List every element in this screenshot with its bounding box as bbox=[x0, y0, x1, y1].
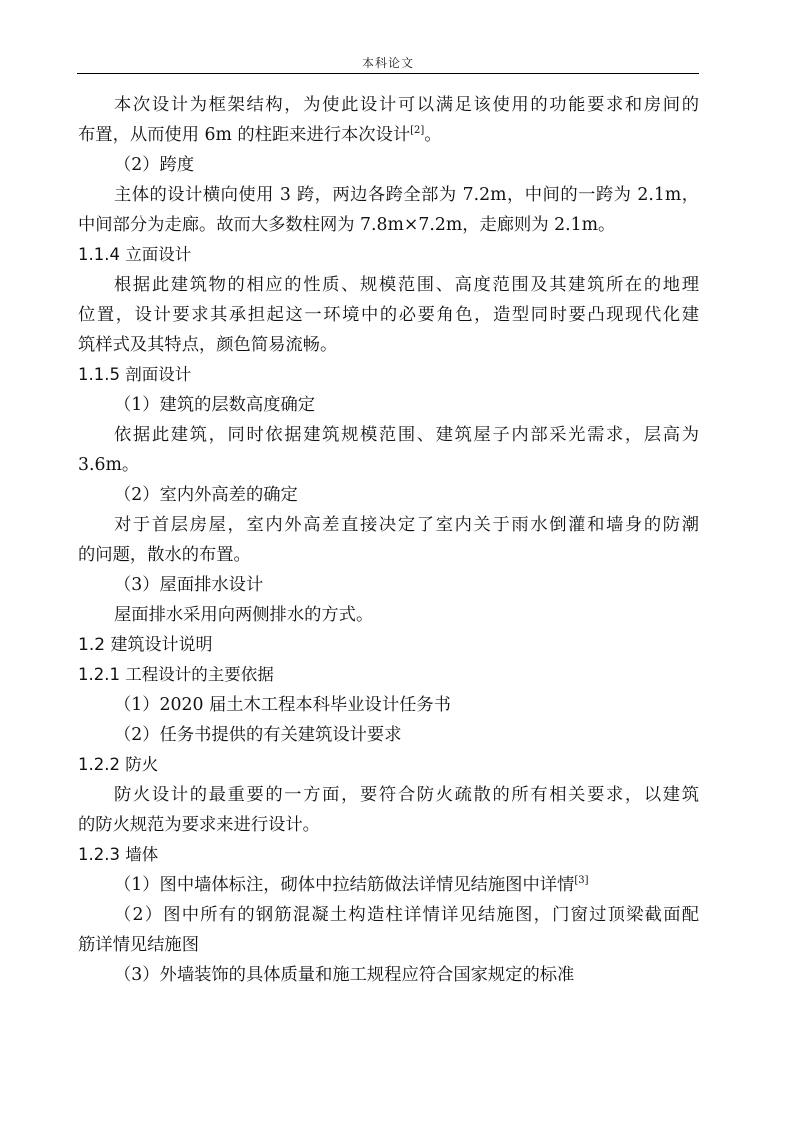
list-item: （2）室内外高差的确定 bbox=[114, 485, 298, 505]
list-item: （3）屋面排水设计 bbox=[114, 575, 264, 595]
paragraph-line: 主体的设计横向使用 3 跨，两边各跨全部为 7.2m，中间的一跨为 2.1m， bbox=[114, 185, 699, 205]
list-item: （2）任务书提供的有关建筑设计要求 bbox=[114, 725, 402, 745]
paragraph-text: 布置，从而使用 6m 的柱距来进行本次设计 bbox=[78, 125, 411, 145]
list-item: （1）建筑的层数高度确定 bbox=[114, 395, 316, 415]
paragraph-line bbox=[78, 120, 699, 150]
paragraph-line: 根据此建筑物的相应的性质、规模范围、高度范围及其建筑所在的地理 bbox=[114, 275, 699, 295]
paragraph-line: 中间部分为走廊。故而大多数柱网为 7.8m×7.2m，走廊则为 2.1m。 bbox=[78, 215, 616, 235]
list-item: （2）跨度 bbox=[114, 155, 195, 175]
paragraph-line: 的防火规范为要求来进行设计。 bbox=[78, 815, 320, 835]
section-heading: 1.2.2 防火 bbox=[78, 755, 159, 774]
section-heading: 1.2.3 墙体 bbox=[78, 845, 159, 864]
list-item-continuation: 筋详情见结施图 bbox=[78, 935, 199, 955]
citation-ref: [2] bbox=[410, 125, 425, 137]
document-body bbox=[78, 90, 699, 990]
paragraph-line: 的问题，散水的布置。 bbox=[78, 545, 251, 565]
list-item: （2）图中所有的钢筋混凝土构造柱详情详见结施图，门窗过顶梁截面配 bbox=[114, 905, 699, 925]
page-header: 本科论文 bbox=[361, 56, 414, 70]
list-item: （1）2020 届土木工程本科毕业设计任务书 bbox=[114, 695, 451, 715]
chapter-heading: 1.2 建筑设计说明 bbox=[78, 635, 213, 655]
paragraph-line: 依据此建筑，同时依据建筑规模范围、建筑屋子内部采光需求，层高为 bbox=[114, 425, 699, 445]
paragraph-text: 。 bbox=[424, 125, 442, 145]
paragraph-line: 防火设计的最重要的一方面，要符合防火疏散的所有相关要求，以建筑 bbox=[114, 785, 699, 805]
section-heading: 1.1.5 剖面设计 bbox=[78, 365, 192, 384]
list-item bbox=[78, 870, 699, 900]
paragraph-line: 筑样式及其特点，颜色简易流畅。 bbox=[78, 335, 338, 355]
header-rule bbox=[77, 73, 699, 74]
section-heading: 1.2.1 工程设计的主要依据 bbox=[78, 665, 274, 684]
citation-ref: [3] bbox=[574, 875, 589, 887]
paragraph-line: 位置，设计要求其承担起这一环境中的必要角色，造型同时要凸现现代化建 bbox=[78, 305, 699, 325]
list-item: （3）外墙装饰的具体质量和施工规程应符合国家规定的标准 bbox=[114, 965, 575, 985]
paragraph-line: 3.6m。 bbox=[78, 455, 140, 475]
section-heading: 1.1.4 立面设计 bbox=[78, 245, 192, 264]
paragraph-line: 本次设计为框架结构，为使此设计可以满足该使用的功能要求和房间的 bbox=[114, 95, 699, 115]
paragraph-line: 屋面排水采用向两侧排水的方式。 bbox=[114, 605, 374, 625]
paragraph-line: 对于首层房屋，室内外高差直接决定了室内关于雨水倒灌和墙身的防潮 bbox=[114, 515, 699, 535]
list-item-text: （1）图中墙体标注，砌体中拉结筋做法详情见结施图中详情 bbox=[114, 875, 575, 895]
